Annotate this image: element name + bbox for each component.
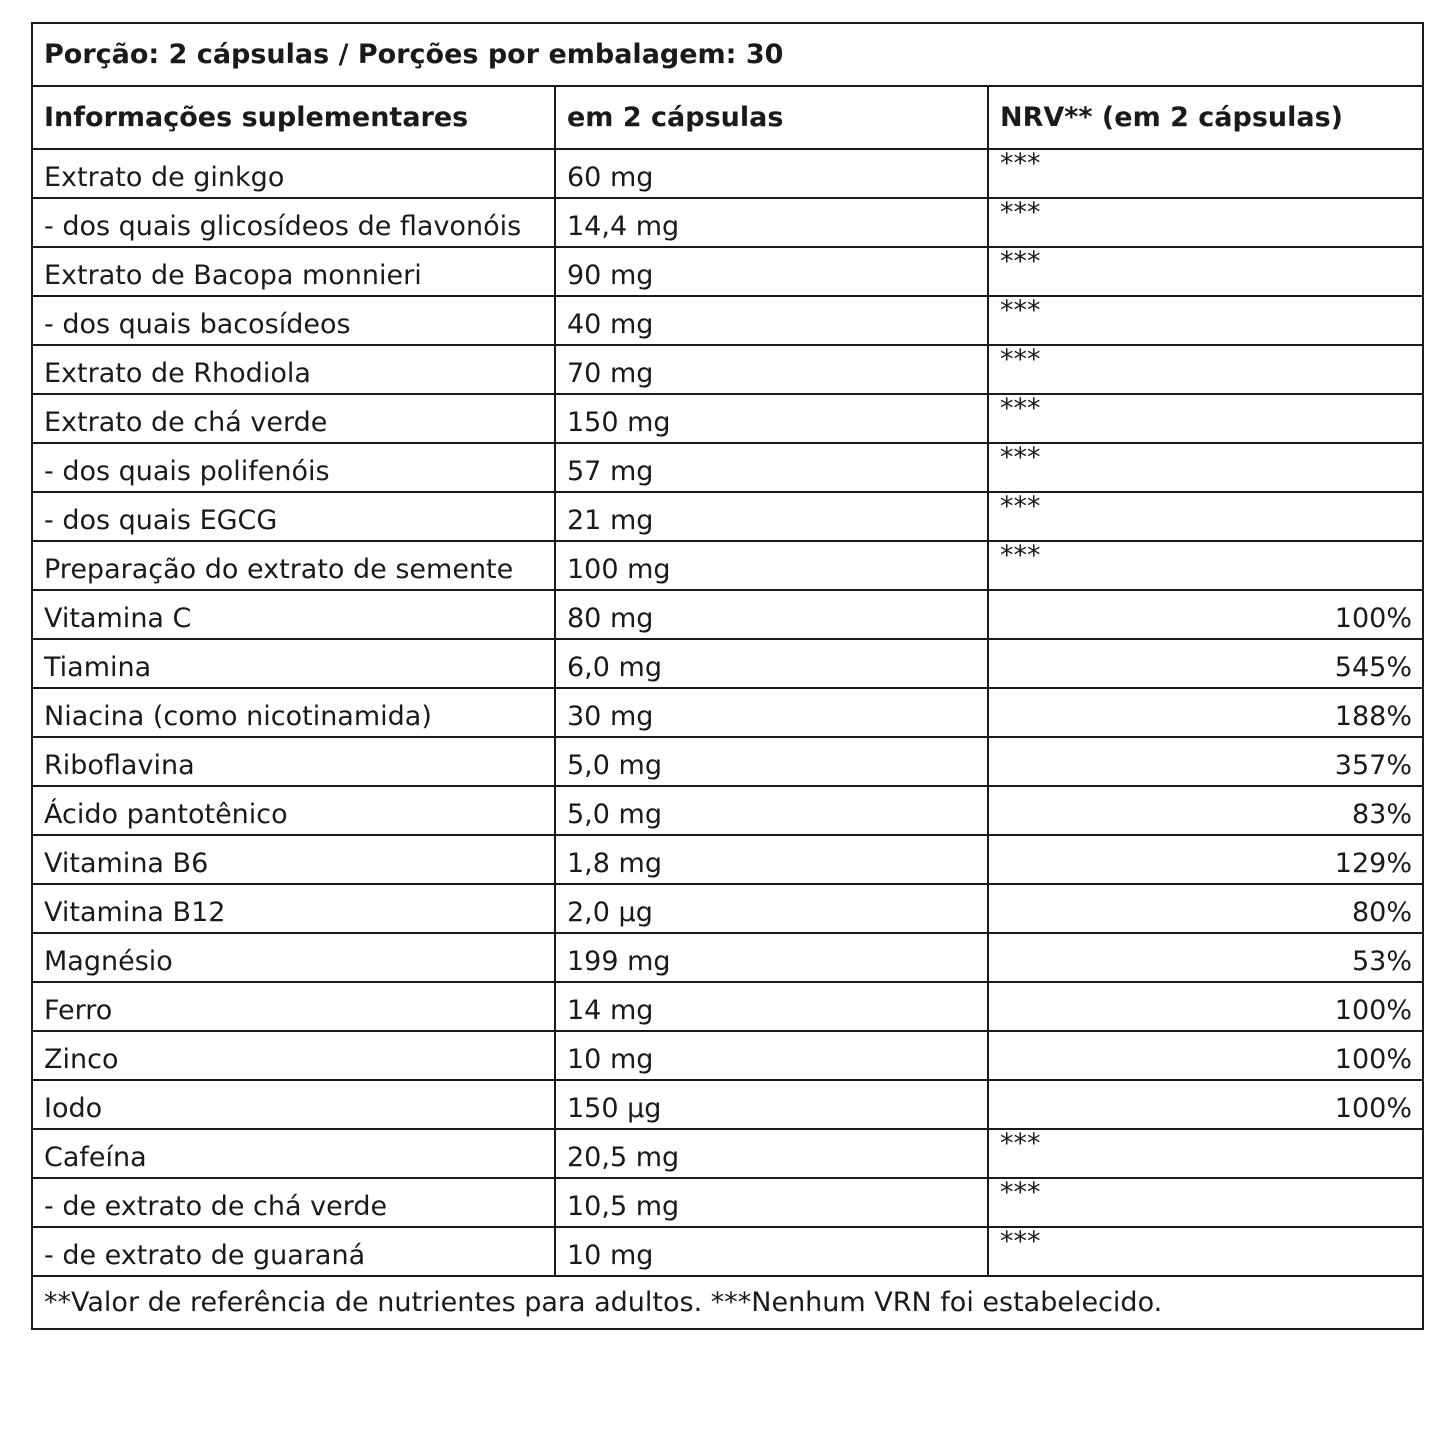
ingredient-nrv: *** [988, 492, 1423, 541]
table-row [32, 443, 1423, 492]
table-row [32, 1227, 1423, 1276]
table-row [32, 345, 1423, 394]
ingredient-name: Extrato de Bacopa monnieri [32, 247, 555, 296]
ingredient-nrv: *** [988, 345, 1423, 394]
ingredient-name: Ácido pantotênico [32, 786, 555, 835]
table-row [32, 492, 1423, 541]
ingredient-nrv: 357% [988, 737, 1423, 786]
ingredient-name: Niacina (como nicotinamida) [32, 688, 555, 737]
ingredient-name: Cafeína [32, 1129, 555, 1178]
table-row [32, 394, 1423, 443]
ingredient-amount: 100 mg [555, 541, 988, 590]
ingredient-nrv: *** [988, 1227, 1423, 1276]
ingredient-name: - de extrato de chá verde [32, 1178, 555, 1227]
ingredient-nrv: 53% [988, 933, 1423, 982]
ingredient-name: - de extrato de guaraná [32, 1227, 555, 1276]
ingredient-name: Vitamina B12 [32, 884, 555, 933]
ingredient-name: - dos quais bacosídeos [32, 296, 555, 345]
table-row [32, 835, 1423, 884]
footnote-row [32, 1276, 1423, 1329]
ingredient-name: Tiamina [32, 639, 555, 688]
table-row [32, 1129, 1423, 1178]
ingredient-amount: 21 mg [555, 492, 988, 541]
table-row [32, 1031, 1423, 1080]
ingredient-name: Ferro [32, 982, 555, 1031]
ingredient-name: Vitamina B6 [32, 835, 555, 884]
ingredient-nrv: 100% [988, 590, 1423, 639]
table-row [32, 198, 1423, 247]
table-row [32, 933, 1423, 982]
table-row [32, 247, 1423, 296]
ingredient-amount: 57 mg [555, 443, 988, 492]
ingredient-nrv: 100% [988, 1080, 1423, 1129]
ingredient-name: Iodo [32, 1080, 555, 1129]
ingredient-name: Preparação do extrato de semente [32, 541, 555, 590]
ingredient-nrv: 80% [988, 884, 1423, 933]
ingredient-amount: 70 mg [555, 345, 988, 394]
ingredient-nrv: *** [988, 296, 1423, 345]
ingredient-nrv: 100% [988, 982, 1423, 1031]
ingredient-amount: 90 mg [555, 247, 988, 296]
ingredient-amount: 10 mg [555, 1031, 988, 1080]
ingredient-name: Magnésio [32, 933, 555, 982]
ingredient-nrv: 545% [988, 639, 1423, 688]
table-row [32, 786, 1423, 835]
table-row [32, 639, 1423, 688]
ingredient-nrv: *** [988, 541, 1423, 590]
footnote: **Valor de referência de nutrientes para adultos. ***Nenhum VRN foi estabelecido. [32, 1276, 1423, 1329]
table-row [32, 296, 1423, 345]
table-row [32, 688, 1423, 737]
ingredient-name: Extrato de ginkgo [32, 149, 555, 198]
ingredient-nrv: *** [988, 1129, 1423, 1178]
ingredient-name: Riboflavina [32, 737, 555, 786]
ingredient-amount: 150 µg [555, 1080, 988, 1129]
ingredient-nrv: *** [988, 198, 1423, 247]
header-nrv: NRV** (em 2 cápsulas) [988, 86, 1423, 149]
ingredient-amount: 14 mg [555, 982, 988, 1031]
ingredient-nrv: *** [988, 149, 1423, 198]
ingredient-amount: 2,0 µg [555, 884, 988, 933]
ingredient-amount: 1,8 mg [555, 835, 988, 884]
serving-title: Porção: 2 cápsulas / Porções por embalagem: 30 [32, 23, 1423, 86]
ingredient-amount: 5,0 mg [555, 786, 988, 835]
ingredient-nrv: 83% [988, 786, 1423, 835]
table-row [32, 590, 1423, 639]
ingredient-amount: 60 mg [555, 149, 988, 198]
header-amount: em 2 cápsulas [555, 86, 988, 149]
ingredient-name: Zinco [32, 1031, 555, 1080]
ingredient-amount: 10 mg [555, 1227, 988, 1276]
ingredient-amount: 30 mg [555, 688, 988, 737]
table-row [32, 149, 1423, 198]
ingredient-amount: 20,5 mg [555, 1129, 988, 1178]
ingredient-amount: 40 mg [555, 296, 988, 345]
header-ingredient: Informações suplementares [32, 86, 555, 149]
ingredient-nrv: *** [988, 247, 1423, 296]
ingredient-amount: 5,0 mg [555, 737, 988, 786]
ingredient-amount: 80 mg [555, 590, 988, 639]
ingredient-name: Vitamina C [32, 590, 555, 639]
ingredient-name: - dos quais polifenóis [32, 443, 555, 492]
ingredient-nrv: 129% [988, 835, 1423, 884]
ingredient-nrv: 100% [988, 1031, 1423, 1080]
ingredient-name: Extrato de chá verde [32, 394, 555, 443]
table-row [32, 541, 1423, 590]
ingredient-nrv: *** [988, 443, 1423, 492]
ingredient-name: Extrato de Rhodiola [32, 345, 555, 394]
ingredient-amount: 150 mg [555, 394, 988, 443]
ingredient-amount: 14,4 mg [555, 198, 988, 247]
ingredient-amount: 199 mg [555, 933, 988, 982]
table-row [32, 884, 1423, 933]
ingredient-nrv: 188% [988, 688, 1423, 737]
table-row [32, 1080, 1423, 1129]
table-row [32, 982, 1423, 1031]
serving-title-row [32, 23, 1423, 86]
table-row [32, 1178, 1423, 1227]
ingredient-amount: 6,0 mg [555, 639, 988, 688]
ingredient-nrv: *** [988, 1178, 1423, 1227]
ingredient-name: - dos quais glicosídeos de flavonóis [32, 198, 555, 247]
ingredient-nrv: *** [988, 394, 1423, 443]
header-row [32, 86, 1423, 149]
ingredient-name: - dos quais EGCG [32, 492, 555, 541]
supplement-facts-table [31, 22, 1424, 1330]
table-row [32, 737, 1423, 786]
ingredient-amount: 10,5 mg [555, 1178, 988, 1227]
